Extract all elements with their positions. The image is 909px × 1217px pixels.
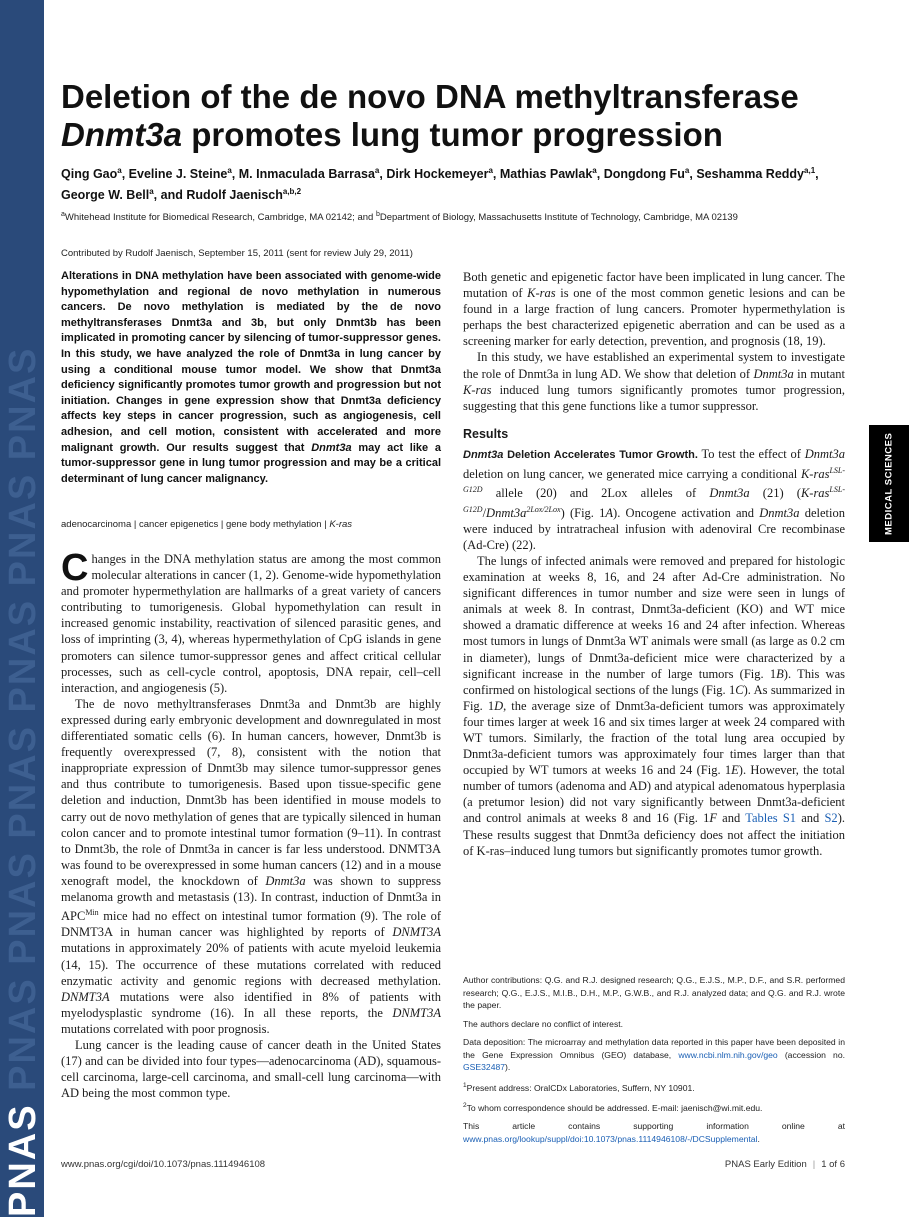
gene-name: K-ras bbox=[800, 486, 830, 501]
geo-link[interactable]: www.ncbi.nlm.nih.gov/geo bbox=[678, 1049, 778, 1060]
text-run: in mutant bbox=[793, 366, 845, 381]
title-line-2: promotes lung tumor progression bbox=[182, 116, 723, 153]
abstract bbox=[61, 269, 441, 487]
affiliations bbox=[61, 208, 851, 224]
text-run: ). As summarized in Fig. 1 bbox=[463, 682, 845, 713]
author-name: Seshamma Reddy bbox=[696, 167, 805, 182]
intro-column bbox=[61, 547, 441, 1101]
text-run: mutations correlated with poor prognosis. bbox=[61, 1021, 270, 1036]
journal-watermark bbox=[2, 0, 44, 1217]
allele-superscript: LSL-G12D bbox=[463, 485, 845, 514]
text-run: The de novo methyltransferases Dnmt3a and Dnmt3b are highly expressed during early embryonic development and downregulated in most differentiated somatic cells (6). In human cancers, however, Dnmt3b is frequently overexpressed (7, 8), consistent with the notion that inappropriate expression of Dnmt3b may silence tumor-suppressor genes and thus contribute to tumorigenesis. Based upon tissue-specific gene deletion and induction, Dnmt3b has been identified in mouse models to carry out de novo methylation of genes that are typically silenced in human colon cancer and to promote intestinal tumor formation (9–11). In contrast to Dnmt3b, the role of Dnmt3a in cancer is far less understood. DNMT3A was found to be overexpressed in some human cancers (12) and in a mouse xenograft model, the knockdown of bbox=[61, 696, 441, 888]
supplemental-link[interactable]: www.pnas.org/lookup/suppl/doi:10.1073/pnas.1114946108/-/DCSupplemental bbox=[463, 1133, 758, 1144]
author-name: Dirk Hockemeyer bbox=[386, 167, 489, 182]
author-separator: , and bbox=[153, 188, 187, 203]
text-run: and bbox=[796, 811, 825, 826]
page-number: 1 of 6 bbox=[821, 1159, 845, 1170]
author-affiliation-mark: a bbox=[488, 166, 493, 175]
text-run: ). This was confirmed on histological sections of the lungs (Fig. 1 bbox=[463, 666, 845, 697]
gene-name: K-ras bbox=[527, 286, 556, 301]
affil-b-mark: b bbox=[375, 211, 380, 218]
section-tab bbox=[869, 425, 909, 542]
gene-name: DNMT3A bbox=[392, 1005, 441, 1020]
keyword-separator: | bbox=[321, 519, 330, 530]
author-list bbox=[61, 162, 851, 204]
figure-panel-ref: D bbox=[494, 698, 504, 713]
intro-p1-text: hanges in the DNA methylation status are among the most common molecular alterations in cancer (1, 2). Genome-wide hypomethylation and promoter hypermethylation are hallmarks of a great variety of cancers contributing to tumorigenesis. Global hypomethylation can result in increased genomic instability, reactivation of silenced parasitic genes, and loss of imprinting (3, 4), whereas hypermethylation of CpG islands in gene promoters can silence tumor-suppressor genes and affect critical cellular processes, such as cell-cycle control, apoptosis, DNA repair, cell–cell interaction, and angiogenesis (5). bbox=[61, 552, 441, 695]
author-separator: , bbox=[815, 167, 819, 182]
text-run: induced lung tumors significantly promotes tumor progression, suggesting that this gene functions like a tumor suppressor. bbox=[463, 382, 845, 413]
results-subheading bbox=[463, 449, 698, 461]
gene-name: K-ras bbox=[800, 467, 830, 482]
text-run: (accession no. bbox=[777, 1049, 845, 1060]
right-paragraph-1 bbox=[463, 269, 845, 349]
intro-paragraph-2 bbox=[61, 696, 441, 1037]
footnote-2 bbox=[463, 1100, 845, 1114]
article-title bbox=[61, 78, 861, 154]
author-name: Mathias Pawlak bbox=[499, 167, 593, 182]
text-run: Deletion Accelerates Tumor Growth. bbox=[503, 448, 698, 461]
text-run: and bbox=[716, 811, 746, 826]
text-run: was shown to suppress melanoma growth and metastasis (13). In contrast, induction of Dnmt3a in APC bbox=[61, 873, 441, 924]
gene-name: DNMT3A bbox=[61, 989, 110, 1004]
conflict-statement: The authors declare no conflict of interest. bbox=[463, 1018, 624, 1029]
figure-panel-ref: F bbox=[709, 811, 717, 826]
allele-superscript: 2Lox/2Lox bbox=[526, 504, 561, 514]
figure-panel-ref: C bbox=[735, 682, 744, 697]
superscript: Min bbox=[85, 908, 99, 918]
text-run: allele (20) and 2Lox alleles of bbox=[482, 486, 710, 501]
results-heading: Results bbox=[463, 426, 509, 441]
footnotes bbox=[463, 974, 845, 1151]
footnote-1 bbox=[463, 1080, 845, 1094]
author-separator: , bbox=[121, 167, 129, 182]
text-run: Present address: OralCDx Laboratories, Suffern, NY 10901. bbox=[466, 1082, 695, 1093]
intro-paragraph-3: Lung cancer is the leading cause of cancer death in the United States (17) and can be divided into four types—adenocarcinoma (AD), squamous-cell carcinoma, large-cell carcinoma, and small-cell lung carcinoma—with AD being the most common type. bbox=[61, 1037, 441, 1101]
text-run: mice had no effect on intestinal tumor formation (9). The role of DNMT3A in human cancer was highlighted by reports of bbox=[61, 909, 441, 940]
watermark-bright-text: PNAS bbox=[2, 1103, 44, 1217]
data-deposition bbox=[463, 1036, 845, 1074]
text-run: deletion were induced by intratracheal infusion with adenoviral Cre recombinase (Ad-Cre) (22). bbox=[463, 505, 846, 552]
text-run: ). These results suggest that Dnmt3a deficiency does not affect the initiation of K-ras–induced lung tumors but significantly promotes tumor growth. bbox=[463, 811, 845, 858]
gene-name: Dnmt3a bbox=[759, 505, 800, 520]
table-s2-link[interactable]: S2 bbox=[824, 811, 838, 826]
author-name: Qing Gao bbox=[61, 167, 118, 182]
keyword-separator: | bbox=[218, 519, 226, 530]
author-name: Dongdong Fu bbox=[603, 167, 685, 182]
text-run: ). Oncogene activation and bbox=[613, 505, 760, 520]
figure-panel-ref: A bbox=[605, 505, 614, 520]
journal-sidebar bbox=[0, 0, 44, 1217]
title-gene: Dnmt3a bbox=[61, 116, 183, 153]
footer-separator: | bbox=[812, 1159, 816, 1170]
results-paragraph-1 bbox=[463, 446, 845, 553]
gene-name: K-ras bbox=[463, 382, 492, 397]
right-paragraph-2 bbox=[463, 349, 845, 413]
author-affiliation-mark: a,b,2 bbox=[282, 187, 302, 197]
text-run: To whom correspondence should be addressed. E-mail: jaenisch@wi.mit.edu. bbox=[466, 1102, 763, 1113]
text-run: ). bbox=[505, 1062, 511, 1072]
author-affiliation-mark: a bbox=[149, 187, 154, 197]
intro-paragraph-1 bbox=[61, 547, 441, 696]
abstract-text-2: may act like a tumor-suppressor gene in lung tumor progression and may be a critical determinant of lung cancer malignancy. bbox=[61, 441, 441, 485]
gene-name: DNMT3A bbox=[392, 925, 441, 940]
author-name: M. Inmaculada Barrasa bbox=[238, 167, 375, 182]
doi-url[interactable]: www.pnas.org/cgi/doi/10.1073/pnas.1114946108 bbox=[61, 1159, 266, 1170]
author-name: Rudolf Jaenisch bbox=[186, 188, 283, 203]
keyword: gene body methylation bbox=[225, 519, 322, 530]
gene-name: Dnmt3a bbox=[804, 446, 845, 461]
allele-superscript: LSL-G12D bbox=[463, 466, 845, 495]
text-run: The lungs of infected animals were removed and prepared for histologic examination at weeks 8, 16, and 24 after Ad-Cre administration. No significant differences in tumor number and size were seen in lungs of animals at week 8. In contrast, Dnmt3a-deficient (KO) and WT mice showed a dramatic difference at weeks 16 and 24 after infection. Whereas most tumors in lungs of Dnmt3a WT animals were small (as large as 0.2 cm in diameter), lungs of Dnmt3a-deficient mice were characterized by a significant increase in the number of large tumors (Fig. 1 bbox=[463, 553, 845, 681]
keyword-separator: | bbox=[131, 519, 139, 530]
author-name: George W. Bell bbox=[61, 188, 150, 203]
text-run: , the average size of Dnmt3a-deficient tumors was approximately four times larger at week 16 and six times larger at week 24 compared with WT tumors. Similarly, the fraction of the total lung area occupied by Dnmt3a-deficient tumors was approximately four times larger than that occupied by WT tumors at weeks 16 and 24 (Fig. 1 bbox=[463, 698, 845, 778]
author-separator: , bbox=[231, 167, 239, 182]
page-footer bbox=[725, 1159, 845, 1170]
affil-b-text: Department of Biology, Massachusetts Institute of Technology, Cambridge, MA 02139 bbox=[379, 212, 738, 224]
text-run: In this study, we have established an experimental system to investigate the role of Dnmt3a in lung AD. We show that deletion of bbox=[463, 350, 845, 381]
gene-name: Dnmt3a bbox=[265, 873, 306, 888]
watermark-faded-text: PNAS PNAS PNAS PNAS PNAS PNAS bbox=[2, 346, 44, 1091]
author-contributions: Author contributions: Q.G. and R.J. designed research; Q.G., E.J.S., M.P., D.F., and S.R. performed research; Q.G., E.J.S., M.I.B., D.H., M.P., G.W.B., and R.J. analyzed data; and Q.G. and R.J. wrote the paper. bbox=[463, 975, 845, 1010]
text-run: (21) ( bbox=[749, 486, 801, 501]
text-run: This article contains supporting information online at bbox=[463, 1121, 845, 1132]
keywords bbox=[61, 518, 441, 531]
footnote-mark: 1 bbox=[463, 1081, 467, 1089]
figure-panel-ref: B bbox=[776, 666, 784, 681]
keyword: cancer epigenetics bbox=[139, 519, 219, 530]
accession-link[interactable]: GSE32487 bbox=[463, 1062, 506, 1072]
text-run: ) (Fig. 1 bbox=[560, 505, 606, 520]
gene-name: Dnmt3a bbox=[709, 486, 750, 501]
supporting-info bbox=[463, 1120, 845, 1145]
edition-label: PNAS Early Edition bbox=[724, 1159, 807, 1170]
text-run: Both genetic and epigenetic factor have been implicated in lung cancer. The mutation of bbox=[463, 270, 845, 301]
text-run: To test the effect of bbox=[697, 446, 805, 461]
author-affiliation-mark: a bbox=[227, 166, 232, 175]
figure-panel-ref: E bbox=[731, 763, 739, 778]
keyword: adenocarcinoma bbox=[61, 519, 132, 530]
right-column bbox=[463, 269, 845, 859]
abstract-gene: Dnmt3a bbox=[311, 441, 352, 454]
gene-name: Dnmt3a bbox=[463, 448, 504, 461]
text-run: ). However, the total number of tumors (adenoma and AD) and atypical adenomatous hyperplasia (a pretumor lesion) did not vary significantly between Dnmt3a-deficient and control animals at weeks 8 and 16 (Fig. 1 bbox=[463, 763, 846, 826]
section-tab-label: MEDICAL SCIENCES bbox=[883, 432, 895, 535]
gene-name: Dnmt3a bbox=[753, 366, 794, 381]
author-affiliation-mark: a bbox=[117, 166, 122, 175]
affil-a-mark: a bbox=[61, 211, 65, 218]
author-separator: , bbox=[689, 167, 697, 182]
text-run: mutations were also identified in 8% of patients with myelodysplastic syndrome (16). In all these reports, the bbox=[61, 989, 441, 1020]
text-run: . bbox=[757, 1133, 760, 1144]
text-run: deletion on lung cancer, we generated mice carrying a conditional bbox=[463, 467, 801, 482]
drop-cap: C bbox=[61, 547, 89, 589]
contributed-line: Contributed by Rudolf Jaenisch, September 15, 2011 (sent for review July 29, 2011) bbox=[61, 248, 413, 259]
author-separator: , bbox=[596, 167, 604, 182]
author-affiliation-mark: a bbox=[684, 166, 690, 175]
text-run: is one of the most common genetic lesions and can be found in a large fraction of lung cancers. Promoter hypermethylation is perhaps the best characterized epigenetic aberration and can be used as a screening marker for early detection, prevention, and prognosis (18, 19). bbox=[463, 286, 845, 349]
author-separator: , bbox=[379, 167, 387, 182]
footnote-mark: 2 bbox=[463, 1101, 467, 1109]
text-run: / bbox=[482, 505, 487, 520]
table-s1-link[interactable]: Tables S1 bbox=[745, 811, 797, 826]
text-run: Data deposition: The microarray and methylation data reported in this paper have been deposited in the Gene Expression Omnibus (GEO) database, bbox=[463, 1037, 845, 1060]
gene-name: Dnmt3a bbox=[486, 505, 527, 520]
affil-a-text: Whitehead Institute for Biomedical Research, Cambridge, MA 02142; and bbox=[64, 212, 376, 224]
author-affiliation-mark: a bbox=[374, 166, 380, 175]
abstract-text-1: Alterations in DNA methylation have been associated with genome-wide hypomethylation and regional de novo methylation in numerous cancers. De novo methylation is mediated by the de novo methyltransferases Dnmt3a and 3b, but only Dnmt3b has been implicated in promoting cancer by silencing of tumor-suppressor genes. In this study, we have analyzed the role of Dnmt3a in lung cancer by using a conditional mouse tumor model. We show that Dnmt3a deficiency significantly promotes tumor growth and progression but not initiation. Changes in gene expression show that Dnmt3a deficiency affects key steps in cancer progression, such as angiogenesis, cell adhesion, and cell motion, consistent with accelerated and more malignant growth. Our results suggest that bbox=[61, 270, 441, 454]
author-name: Eveline J. Steine bbox=[128, 167, 228, 182]
title-line-1: Deletion of the de novo DNA methyltransferase bbox=[61, 78, 799, 115]
author-affiliation-mark: a,1 bbox=[804, 166, 816, 175]
author-separator: , bbox=[492, 167, 500, 182]
author-affiliation-mark: a bbox=[592, 166, 597, 175]
text-run: mutations in approximately 20% of patients with acute myeloid leukemia (14, 15). The occurrence of these mutations correlated with reduced enzymatic activity and genomic regions with decreased methylation. bbox=[61, 941, 441, 988]
keyword: K-ras bbox=[329, 519, 353, 530]
results-paragraph-2 bbox=[463, 553, 845, 859]
